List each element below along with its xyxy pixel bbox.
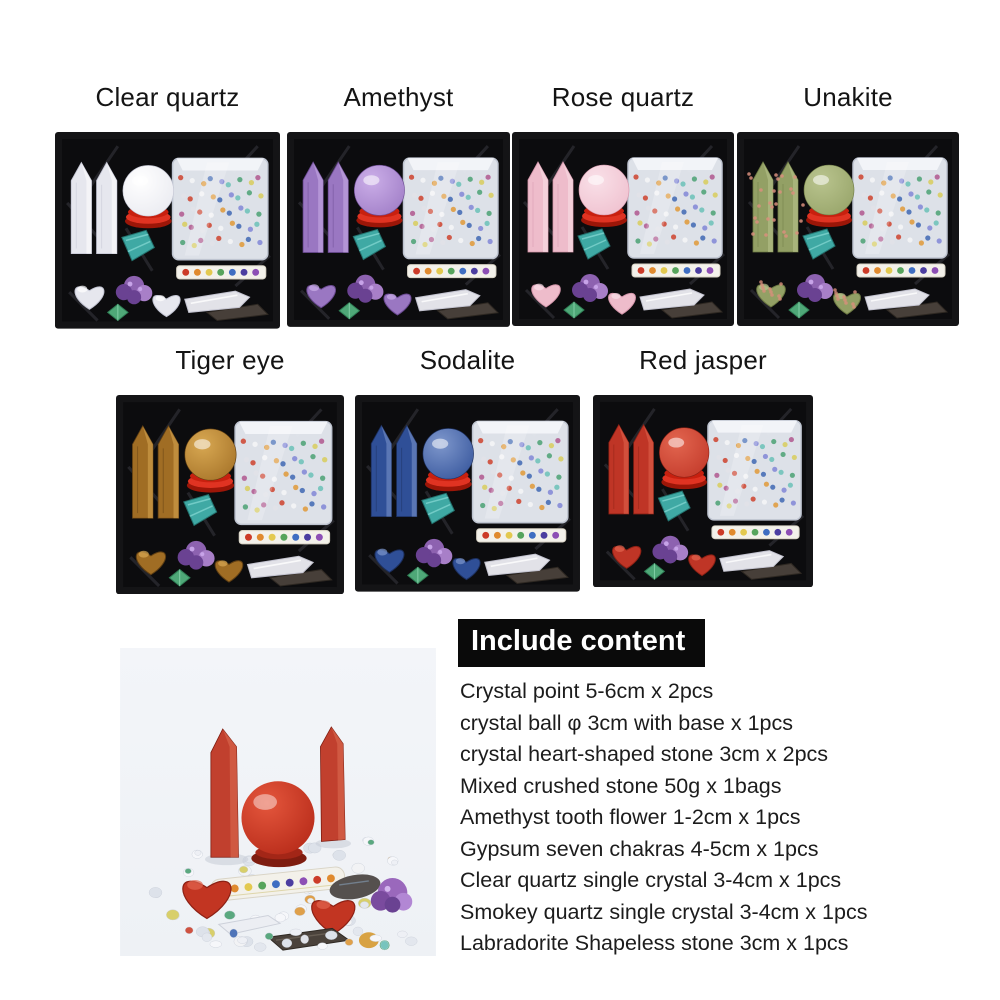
include-content-item: Amethyst tooth flower 1-2cm x 1pcs xyxy=(460,805,801,829)
include-content-heading: Include content xyxy=(458,619,705,667)
crystal-ball xyxy=(423,428,474,479)
kit-amethyst xyxy=(287,82,510,327)
include-content-item: Smokey quartz single crystal 3-4cm x 1pcs xyxy=(460,899,868,924)
crushed-stone-bag xyxy=(708,421,801,520)
crushed-stone-bag xyxy=(173,158,268,259)
chakra-bar xyxy=(177,266,266,279)
kit-label-sodalite: Sodalite xyxy=(419,345,516,375)
kit-rose-quartz xyxy=(512,82,734,326)
display-photo-red-jasper-set xyxy=(120,648,436,956)
kit-photo-amethyst xyxy=(287,132,510,327)
crystal-ball xyxy=(804,165,854,215)
chakra-bar xyxy=(857,264,945,277)
kit-photo-tiger-eye xyxy=(116,395,344,594)
kit-label-clear-quartz: Clear quartz xyxy=(95,82,240,112)
include-content-item: crystal ball φ 3cm with base x 1pcs xyxy=(460,710,793,735)
crushed-stone-bag xyxy=(235,422,332,525)
kit-photo-red-jasper xyxy=(593,395,813,587)
include-content-item: Crystal point 5-6cm x 2pcs xyxy=(460,679,714,703)
crystal-ball xyxy=(579,165,629,215)
kit-photo-clear-quartz xyxy=(55,132,280,329)
crushed-stone-bag xyxy=(473,421,568,522)
chakra-bar xyxy=(632,264,720,277)
include-content-list xyxy=(460,676,990,960)
kit-label-red-jasper: Red jasper xyxy=(639,345,767,375)
include-content-item: Gypsum seven chakras 4-5cm x 1pcs xyxy=(460,836,819,861)
crushed-stone-bag xyxy=(628,158,722,258)
kit-tiger-eye xyxy=(116,345,344,594)
kit-label-unakite: Unakite xyxy=(803,82,893,112)
kit-red-jasper xyxy=(593,345,813,587)
include-content-item: crystal heart-shaped stone 3cm x 2pcs xyxy=(460,742,829,766)
kit-label-amethyst: Amethyst xyxy=(343,82,454,112)
chakra-bar xyxy=(477,529,566,542)
crushed-stone-bag xyxy=(853,158,947,258)
kit-label-tiger-eye: Tiger eye xyxy=(175,345,285,375)
crystal-ball xyxy=(659,428,709,478)
chakra-bar xyxy=(408,265,496,278)
kit-photo-unakite xyxy=(737,132,959,326)
kit-sodalite xyxy=(355,345,580,592)
crystal-ball xyxy=(185,429,236,480)
kit-label-rose-quartz: Rose quartz xyxy=(551,82,695,112)
kit-photo-sodalite xyxy=(355,395,580,592)
crushed-stone-bag xyxy=(404,158,498,258)
chakra-bar xyxy=(239,531,329,544)
kit-clear-quartz xyxy=(55,82,280,329)
include-content-item: Mixed crushed stone 50g x 1bags xyxy=(460,773,782,798)
kit-unakite xyxy=(737,82,959,326)
kit-photo-rose-quartz xyxy=(512,132,734,326)
include-content-item: Clear quartz single crystal 3-4cm x 1pcs xyxy=(460,868,842,892)
crystal-ball xyxy=(123,165,174,216)
chakra-bar xyxy=(712,526,799,539)
include-content-item: Labradorite Shapeless stone 3cm x 1pcs xyxy=(460,931,849,955)
crystal-ball xyxy=(354,165,404,215)
